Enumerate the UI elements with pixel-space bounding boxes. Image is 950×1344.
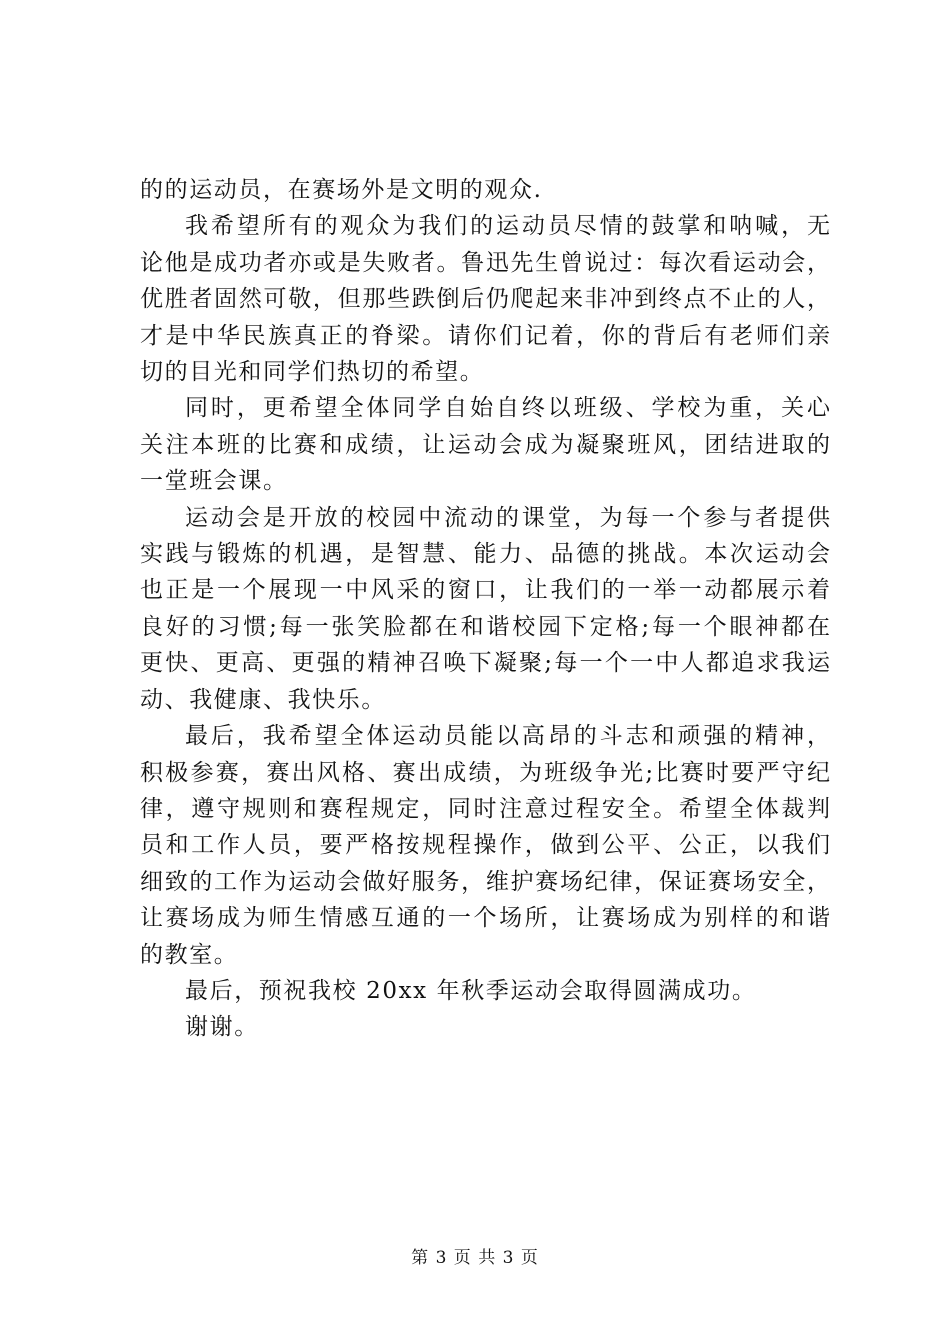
text-line: 动、我健康、我快乐。	[140, 686, 386, 713]
text-line: 运动会是开放的校园中流动的课堂，为每一个参与者提供	[185, 504, 830, 531]
text-line: 才是中华民族真正的脊梁。请你们记着，你的背后有老师们亲	[140, 322, 830, 349]
text-line: 一堂班会课。	[140, 468, 288, 495]
text-line: 员和工作人员，要严格按规程操作，做到公平、公正，以我们	[140, 832, 830, 859]
text-line: 谢谢。	[185, 1014, 259, 1041]
page-footer: 第 3 页 共 3 页	[411, 1248, 539, 1268]
text-line: 实践与锻炼的机遇，是智慧、能力、品德的挑战。本次运动会	[140, 541, 830, 568]
document-body	[140, 172, 830, 1046]
text-line: 的的运动员，在赛场外是文明的观众.	[140, 177, 543, 203]
text-line: 更快、更高、更强的精神召唤下凝聚;每一个一中人都追求我运	[140, 650, 830, 677]
text-line: 律，遵守规则和赛程规定，同时注意过程安全。希望全体裁判	[140, 795, 830, 822]
text-line: 细致的工作为运动会做好服务，维护赛场纪律，保证赛场安全，	[140, 868, 830, 895]
text-line: 良好的习惯;每一张笑脸都在和谐校园下定格;每一个眼神都在	[140, 613, 830, 640]
text-line: 论他是成功者亦或是失败者。鲁迅先生曾说过：每次看运动会，	[140, 249, 830, 276]
text-line: 让赛场成为师生情感互通的一个场所，让赛场成为别样的和谐	[140, 905, 830, 932]
text-line: 最后，预祝我校 20xx 年秋季运动会取得圆满成功。	[185, 977, 757, 1004]
text-line: 切的目光和同学们热切的希望。	[140, 359, 485, 386]
text-line: 我希望所有的观众为我们的运动员尽情的鼓掌和呐喊，无	[185, 213, 830, 240]
text-line: 积极参赛，赛出风格、赛出成绩，为班级争光;比赛时要严守纪	[140, 759, 830, 786]
text-line: 最后，我希望全体运动员能以高昂的斗志和顽强的精神，	[185, 723, 830, 750]
text-line: 同时，更希望全体同学自始自终以班级、学校为重，关心	[185, 395, 830, 422]
text-line: 优胜者固然可敬，但那些跌倒后仍爬起来非冲到终点不止的人，	[140, 286, 830, 313]
text-line: 也正是一个展现一中风采的窗口，让我们的一举一动都展示着	[140, 577, 830, 604]
text-line: 的教室。	[140, 941, 239, 968]
text-line: 关注本班的比赛和成绩，让运动会成为凝聚班风，团结进取的	[140, 431, 830, 458]
